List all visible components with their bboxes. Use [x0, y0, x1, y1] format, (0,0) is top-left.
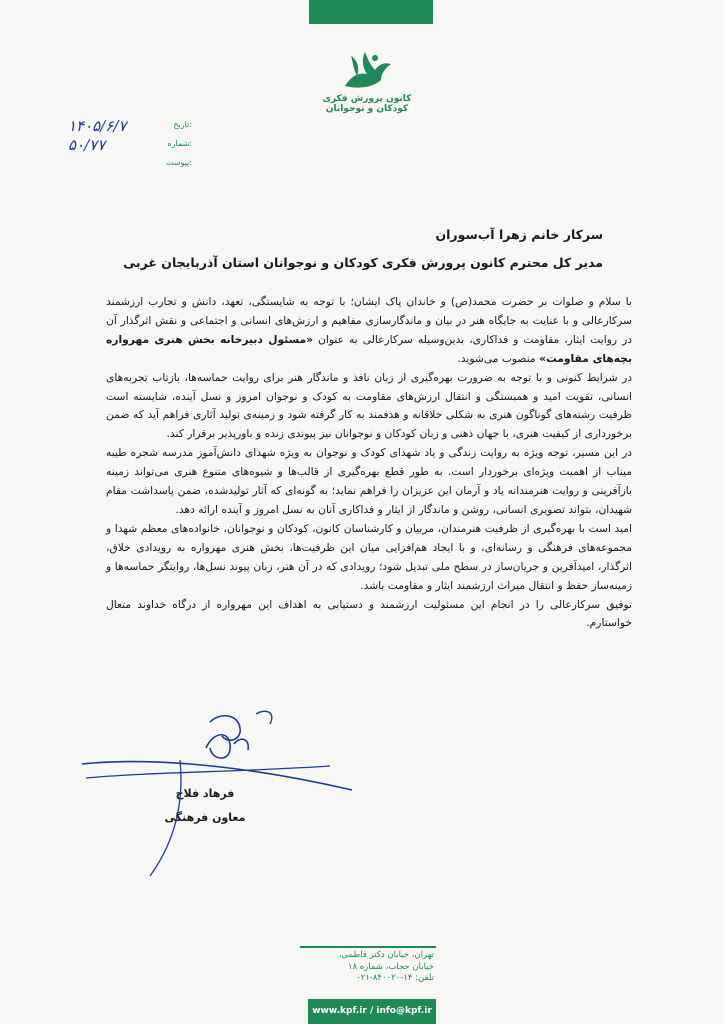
- letter-meta: [68, 117, 192, 174]
- number-label: شماره:: [167, 139, 192, 148]
- paragraph-1-position: «مسئول دبیرخانه بخش هنری مهرواره بچه‌های مقاومت»: [106, 332, 632, 365]
- kanoon-bird-icon: [337, 46, 397, 94]
- kanoon-logo: [322, 46, 412, 131]
- number-value: ۵۰/۷۷: [68, 136, 106, 154]
- date-label: تاریخ:: [173, 120, 192, 129]
- header-green-bar: [309, 0, 433, 24]
- footer-address-line2: خیابان حجاب، شماره ۱۸: [347, 961, 434, 972]
- footer-divider: [300, 946, 436, 948]
- signer-title: معاون فرهنگی: [164, 811, 246, 824]
- paragraph-4: امید است با بهره‌گیری از ظرفیت هنرمندان، مربیان و کارشناسان کانون، کودکان و نوجوانان، خانواده‌های معظم شهدا و مجموعه‌های فرهنگی و رسانه‌ای، و با ایجاد هم‌افزایی میان این ظرفیت‌ها، بخش هنری مهرواره به رویدادی خلاق، اثرگذار، امیدآفرین و جریان‌ساز در سطح ملی تبدیل شود؛ رویدادی که در آن هنر، زبان پیوند نسل‌ها، روایتگر حماسه‌ها و زمینه‌ساز حفظ و انتقال میراث ارزشمند ایثار و مقاومت باشد.: [106, 521, 632, 592]
- paragraph-3: در این مسیر، توجه ویژه به روایت زندگی و یاد شهدای کودک و نوجوان به ویژه شهدای دانش‌آموز مدرسه شجره طیبه میناب از اهمیت ویژه‌ای برخوردار است. به طور قطع بهره‌گیری از قالب‌ها و شیوه‌های متنوع هنری می‌تواند زمینه بازآفرینی و روایت هنرمندانه یاد و آرمان این عزیزان را فراهم نماید؛ به گونه‌ای که آثار تولیدشده، ضمن پاسداشت مقام شهیدان، بتواند تصویری انسانی، روشن و ماندگار از ایثار و فداکاری آنان به نسل امروز و آینده ارائه دهد.: [106, 446, 632, 516]
- meta-number-row: [68, 136, 192, 155]
- paragraph-2: در شرایط کنونی و با توجه به ضرورت بهره‌گیری از زبان نافذ و ماندگار هنر برای روایت حماسه‌ها، بازتاب تجربه‌های انسانی، تقویت امید و همبستگی و انتقال ارزش‌های مقاومت به کودک و نوجوان امروز و نسل آینده، شایسته است ظرفیت رشته‌های گوناگون هنری به شکلی خلاقانه و هدفمند به کار گرفته شود و زمینه‌ی تولید آثاری فراهم آید که ضمن برخورداری از کیفیت هنری، با جهان ذهنی و زبان کودکان و نوجوانان نیز پیوندی زنده و باورپذیر برقرار کند.: [106, 370, 632, 441]
- paragraph-1-end: منصوب می‌شوید.: [457, 351, 536, 365]
- logo-line1: کانون پرورش فکری: [322, 94, 412, 104]
- signer-block: [150, 782, 260, 830]
- meta-attachment-row: [68, 155, 192, 174]
- footer-address-line1: تهران، خیابان دکتر فاطمی،: [338, 950, 434, 960]
- footer-website: www.kpf.ir / info@kpf.ir: [308, 999, 436, 1024]
- attachment-label: پیوست:: [165, 158, 192, 167]
- paragraph-1-start: با سلام و صلوات بر حضرت محمد(ص) و خاندان پاک ایشان؛ با توجه به شایستگی، تعهد، دانش و تجارب ارزشمند سرکارعالی و با عنایت به جایگاه هنر در بیان و ماندگارسازی مفاهیم و ارزش‌های انسانی و اجتماعی و نقش اثرگذار آن در روایت ایثار، مقاومت و فداکاری، بدین‌وسیله سرکارعالی به عنوان: [106, 295, 632, 346]
- letter-body: [106, 293, 632, 633]
- recipient-name: سرکار خانم زهرا آب‌سوران: [435, 227, 603, 242]
- recipient-title: مدیر کل محترم کانون پرورش فکری کودکان و نوجوانان استان آذربایجان غربی: [123, 255, 603, 270]
- recipient-block: [83, 221, 603, 277]
- meta-date-row: [68, 117, 192, 136]
- signer-name: فرهاد فلاح: [175, 787, 235, 800]
- date-value: ۱۴۰۵/۶/۷: [68, 117, 127, 135]
- paragraph-5: توفیق سرکارعالی را در انجام این مسئولیت ارزشمند و دستیابی به اهداف این مهرواره از درگاه خداوند متعال خواستارم.: [106, 597, 632, 630]
- paragraph-1: [106, 293, 632, 369]
- logo-line2: کودکان و نوجوانان: [325, 104, 409, 114]
- footer-address: [304, 950, 434, 985]
- footer-phone: تلفن: ۱۴-۸۴۰۰۲۰-۰۲۱: [356, 973, 434, 983]
- letter-footer: [300, 946, 436, 1024]
